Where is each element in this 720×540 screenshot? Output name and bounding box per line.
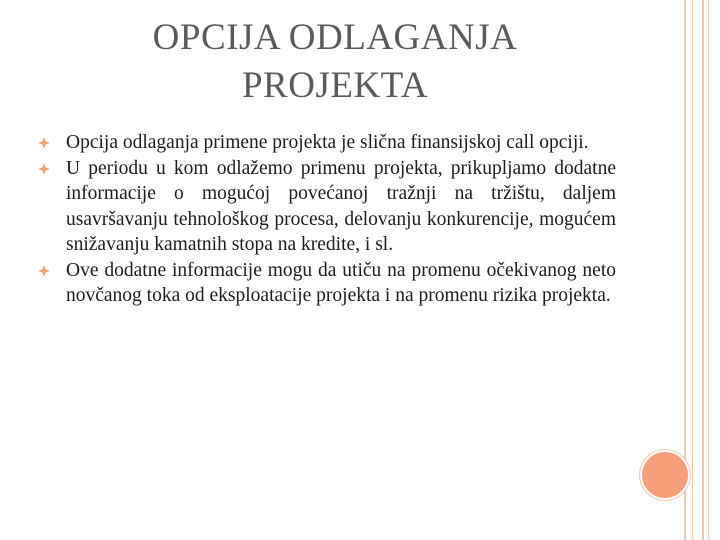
slide-title — [40, 14, 630, 110]
decorative-circle — [640, 450, 690, 500]
bullet-item — [36, 258, 616, 309]
decorative-line — [702, 0, 704, 540]
star-bullet-icon — [38, 163, 50, 175]
bullet-text: Ove dodatne informacije mogu da utiču na promenu očekivanog neto novčanog toka od eksploatacije projekta i na promenu rizika projekta. — [66, 259, 616, 306]
decorative-line — [692, 0, 693, 540]
slide-title-line2: PROJEKTA — [241, 65, 429, 106]
decorative-line — [708, 0, 709, 540]
star-bullet-icon — [38, 265, 50, 277]
bullet-item — [36, 130, 616, 156]
bullet-item — [36, 156, 616, 258]
bullet-list — [36, 130, 616, 309]
slide-title-line1: OPCIJA ODLAGANJA — [152, 17, 518, 58]
bullet-text: Opcija odlaganja primene projekta je slična finansijskoj call opciji. — [66, 132, 589, 153]
bullet-text: U periodu u kom odlažemo primenu projekta, prikupljamo dodatne informacije o mogućoj povećanoj tražnji na tržištu, daljem usavršavanju tehnološkog procesa, delovanju konkurencije, mogućem snižavanju kamatnih stopa na kredite, i sl. — [66, 157, 616, 255]
star-bullet-icon — [38, 137, 50, 149]
